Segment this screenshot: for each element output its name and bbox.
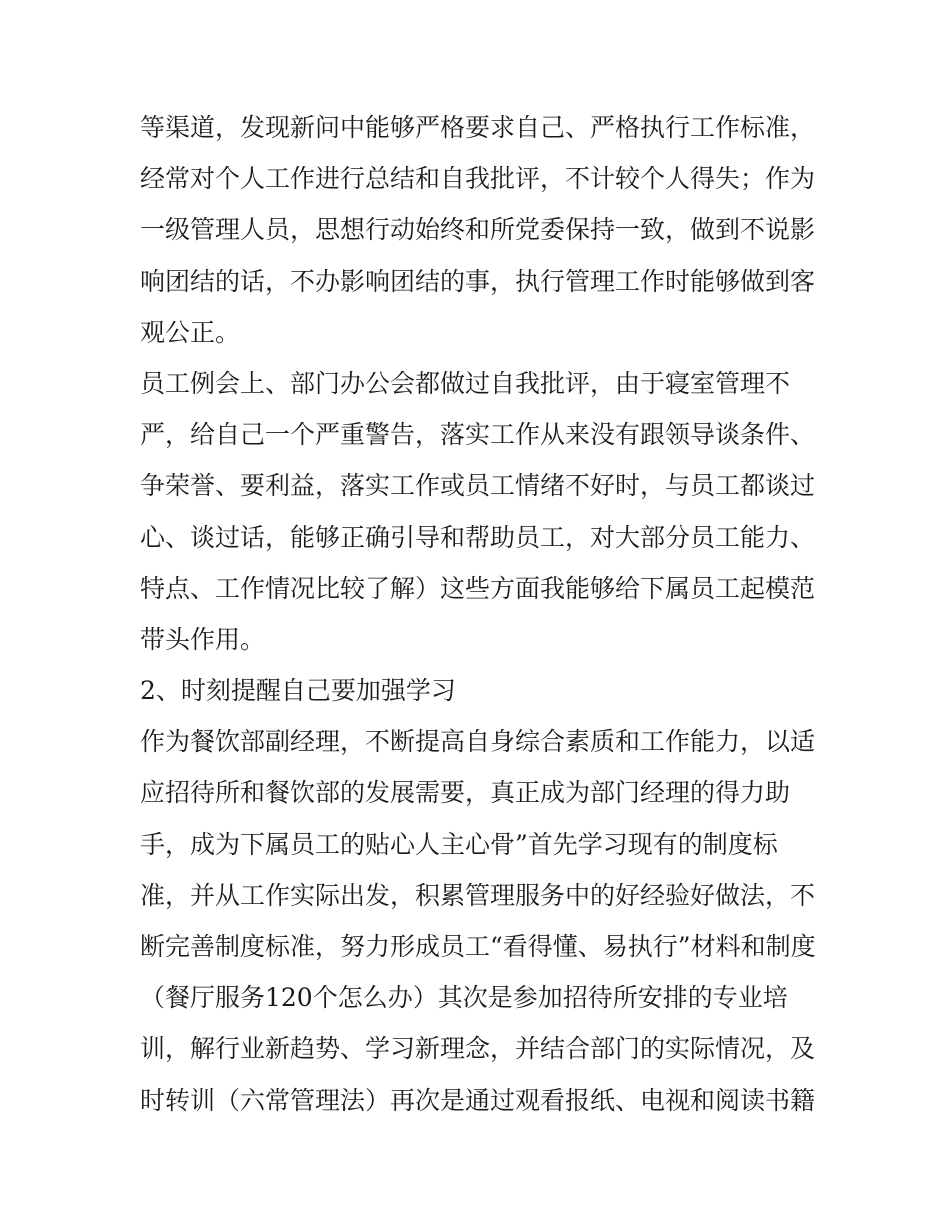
text-line: 经常对个人工作进行总结和自我批评，不计较个人得失；作为 [140, 164, 816, 194]
text-line: 手，成为下属员工的贴心人主心骨”首先学习现有的制度标 [140, 829, 778, 859]
text-line: 等渠道，发现新问中能够严格要求自己、严格执行工作标准， [140, 113, 816, 142]
text-line: 准，并从工作实际出发，积累管理服务中的好经验好做法，不 [140, 880, 816, 910]
text-line: 响团结的话，不办影响团结的事，执行管理工作时能够做到客 [140, 266, 816, 296]
text-line: 一级管理人员，思想行动始终和所党委保持一致，做到不说影 [140, 215, 816, 245]
document-body [140, 102, 820, 1126]
text-line: 特点、工作情况比较了解）这些方面我能够给下属员工起模范 [140, 573, 816, 603]
text-line: 争荣誉、要利益，落实工作或员工情绪不好时，与员工都谈过 [140, 471, 816, 501]
text-line: （餐厅服务120个怎么办）其次是参加招待所安排的专业培 [140, 983, 788, 1013]
text-line: 训，解行业新趋势、学习新理念，并结合部门的实际情况，及 [140, 1034, 816, 1064]
text-line: 作为餐饮部副经理，不断提高自身综合素质和工作能力，以适 [140, 727, 816, 757]
text-line: 心、谈过话，能够正确引导和帮助员工，对大部分员工能力、 [140, 522, 816, 552]
text-line: 断完善制度标准，努力形成员工“看得懂、易执行”材料和制度 [140, 932, 816, 961]
section-heading: 2、时刻提醒自己要加强学习 [140, 676, 456, 706]
text-line: 员工例会上、部门办公会都做过自我批评，由于寝室管理不 [140, 368, 791, 398]
text-line: 应招待所和餐饮部的发展需要，真正成为部门经理的得力助 [140, 778, 791, 808]
text-line: 严，给自己一个严重警告，落实工作从来没有跟领导谈条件、 [140, 420, 816, 450]
text-line: 观公正。 [140, 317, 241, 347]
text-line: 带头作用。 [140, 624, 266, 654]
text-line: 时转训（六常管理法）再次是通过观看报纸、电视和阅读书籍 [140, 1085, 816, 1115]
